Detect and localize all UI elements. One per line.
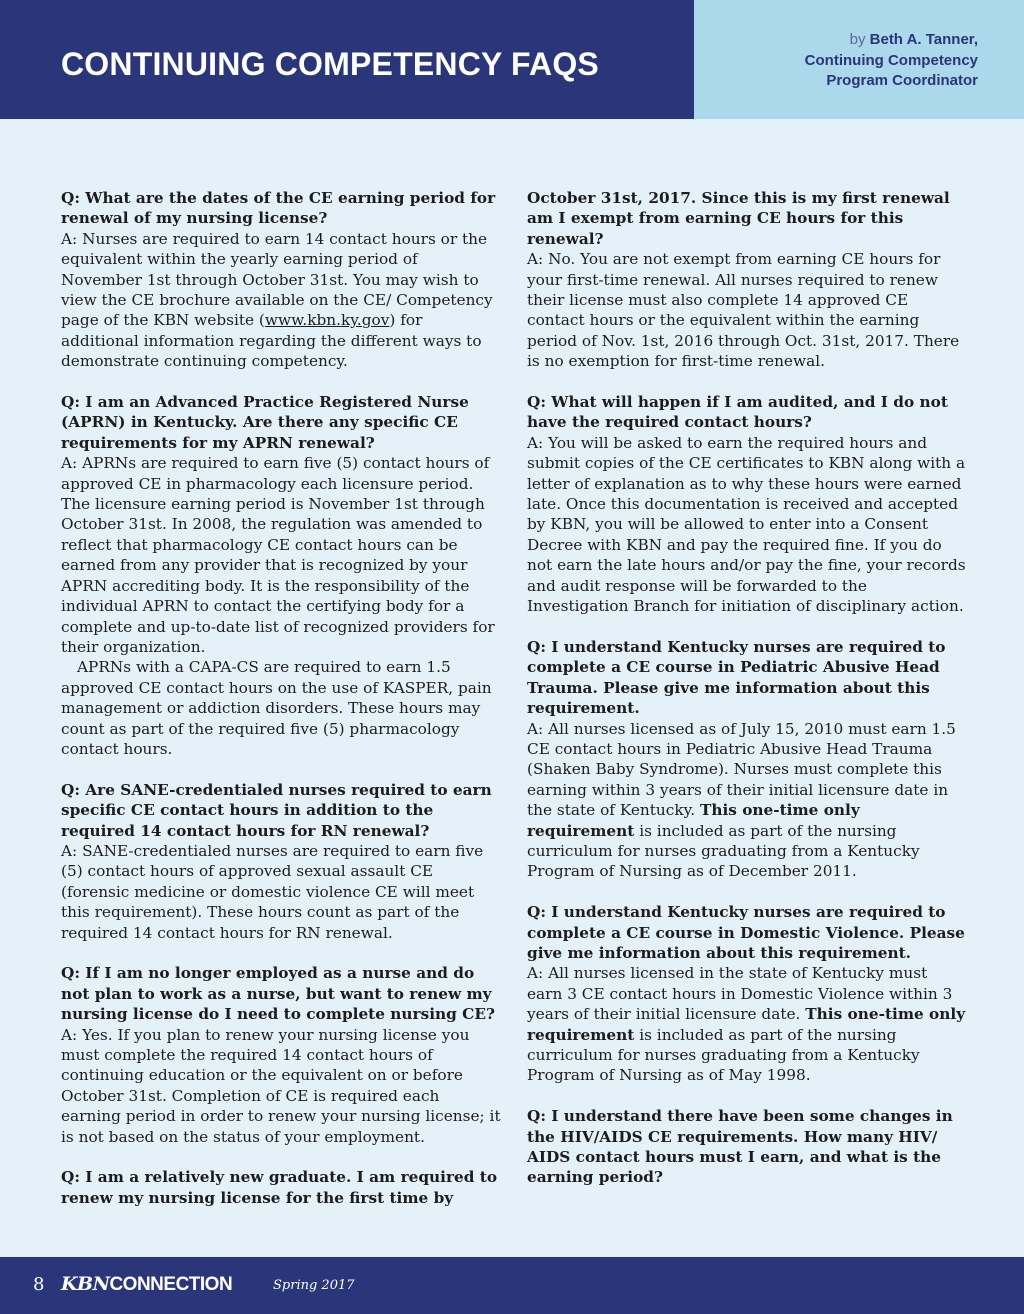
page-footer <box>0 1257 1024 1314</box>
faq-not-employed <box>61 963 501 1147</box>
faq-answer-text: is included as part of the nursing curriculum for nurses graduating from a Kentucky Program of Nursing as of May 1998. <box>527 1025 920 1085</box>
page-number: 8 <box>33 1274 45 1295</box>
left-column <box>61 188 501 1229</box>
byline <box>805 30 978 92</box>
faq-answer-text: A: All nurses licensed as of July 15, 2010 must earn 1.5 CE contact hours in Pediatric Abusive Head Trauma (Shaken Baby Syndrome). Nurses must complete this earning within 3 years of their initial licensure date in the state of Kentucky. <box>527 719 956 820</box>
faq-audited <box>527 392 967 616</box>
faq-answer-text: A: All nurses licensed in the state of Kentucky must earn 3 CE contact hours in Domestic Violence within 3 years of their initial licensure date. <box>527 964 953 1024</box>
page-header <box>0 0 1024 119</box>
faq-answer-text: is included as part of the nursing curriculum for nurses graduating from a Kentucky Program of Nursing as of December 2011. <box>527 821 920 881</box>
faq-answer-emphasis: This one-time only requirement <box>527 801 860 840</box>
faq-answer-emphasis: This one-time only requirement <box>527 1005 966 1044</box>
byline-box <box>694 0 1024 119</box>
faq-new-graduate-start <box>61 1167 501 1208</box>
faq-domestic-violence <box>527 902 967 1086</box>
page-title: CONTINUING COMPETENCY FAQS <box>61 46 599 82</box>
faq-question: Q: Are SANE-credentialed nurses required to earn specific CE contact hours in addition to the required 14 contact hours for RN renewal? <box>61 780 492 840</box>
faq-answer <box>61 229 501 372</box>
publication-logo-connection: CONNECTION <box>109 1274 233 1295</box>
byline-by: by <box>849 31 866 48</box>
issue-date: Spring 2017 <box>273 1278 355 1293</box>
faq-hiv-aids <box>527 1106 967 1188</box>
faq-question: Q: I am a relatively new graduate. I am required to renew my nursing license for the first time by <box>61 1168 498 1207</box>
faq-answer: A: You will be asked to earn the required hours and submit copies of the CE certificates to KBN along with a letter of explanation as to why these hours were earned late. Once this documentation is received and accepted by KBN, you will be allowed to enter into a Consent Decree with KBN and pay the required fine. If you do not earn the late hours and/or pay the fine, your records and audit response will be forwarded to the Investigation Branch for initiation of disciplinary action. <box>527 433 966 616</box>
faq-question: Q: If I am no longer employed as a nurse and do not plan to work as a nurse, but want to renew my nursing license do I need to complete nursing CE? <box>61 964 495 1024</box>
faq-question: Q: I am an Advanced Practice Registered Nurse (APRN) in Kentucky. Are there any specific CE requirements for my APRN renewal? <box>61 393 469 452</box>
faq-question: Q: I understand Kentucky nurses are required to complete a CE course in Pediatric Abusive Head Trauma. Please give me information about this requirement. <box>527 637 946 718</box>
kbn-website-link[interactable]: www.kbn.ky.gov <box>264 311 390 330</box>
faq-pediatric-head-trauma <box>527 637 967 882</box>
byline-role-2: Program Coordinator <box>826 72 978 89</box>
faq-question: Q: I understand Kentucky nurses are required to complete a CE course in Domestic Violence. Please give me information about this requirement. <box>527 903 965 962</box>
faq-answer: A: APRNs are required to earn five (5) contact hours of approved CE in pharmacology each licensure period. The licensure earning period is November 1st through October 31st. In 2008, the regulation was amended to reflect that pharmacology CE contact hours can be earned from any provider that is recognized by your APRN accrediting body. It is the responsibility of the individual APRN to contact the certifying body for a complete and up-to-date list of recognized providers for their organization. <box>61 454 495 656</box>
faq-question: Q: What are the dates of the CE earning period for renewal of my nursing license? <box>61 189 496 228</box>
faq-sane-credentialed <box>61 780 501 943</box>
faq-answer-text: A: Nurses are required to earn 14 contact hours or the equivalent within the yearly earning period of November 1st through October 31st. You may wish to view the CE brochure available on the CE/ Competency page of the KBN website ( <box>61 229 493 330</box>
faq-answer-paragraph: APRNs with a CAPA-CS are required to earn 1.5 approved CE contact hours on the use of KASPER, pain management or addiction disorders. These hours may count as part of the required five (5) pharmacology contact hours. <box>61 658 492 758</box>
faq-question: Q: What will happen if I am audited, and I do not have the required contact hours? <box>527 393 948 432</box>
header-title-bar <box>0 0 694 119</box>
faq-ce-earning-period <box>61 188 501 372</box>
byline-role-1: Continuing Competency <box>804 51 978 69</box>
faq-answer: A: No. You are not exempt from earning CE hours for your first-time renewal. All nurses required to renew their license must also complete 14 approved CE contact hours or the equivalent within the earning period of Nov. 1st, 2016 through Oct. 31st, 2017. There is no exemption for first-time renewal. <box>527 250 960 371</box>
publication-logo-kbn: KBN <box>61 1273 110 1295</box>
byline-author: Beth A. Tanner, <box>869 31 978 48</box>
faq-answer <box>527 963 967 1085</box>
faq-new-graduate <box>527 188 967 372</box>
faq-aprn-renewal <box>61 392 501 759</box>
faq-answer: A: Yes. If you plan to renew your nursing license you must complete the required 14 contact hours of continuing education or the equivalent on or before October 31st. Completion of CE is required each earning period in order to renew your nursing license; it is not based on the status of your employment. <box>61 1025 501 1146</box>
faq-answer-text: ) for additional information regarding the different ways to demonstrate continuing competency. <box>61 311 482 371</box>
faq-question: Q: I understand there have been some changes in the HIV/AIDS CE requirements. How many HIV/ AIDS contact hours must I earn, and what is the earning period? <box>527 1107 953 1187</box>
publication-logo <box>61 1273 232 1296</box>
faq-answer: A: SANE-credentialed nurses are required to earn five (5) contact hours of approved sexual assault CE (forensic medicine or domestic violence CE will meet this requirement). These hours count as part of the required 14 contact hours for RN renewal. <box>61 841 484 942</box>
faq-question-continued: October 31st, 2017. Since this is my first renewal am I exempt from earning CE hours for this renewal? <box>527 189 950 248</box>
right-column <box>527 188 967 1208</box>
faq-answer <box>527 719 967 882</box>
